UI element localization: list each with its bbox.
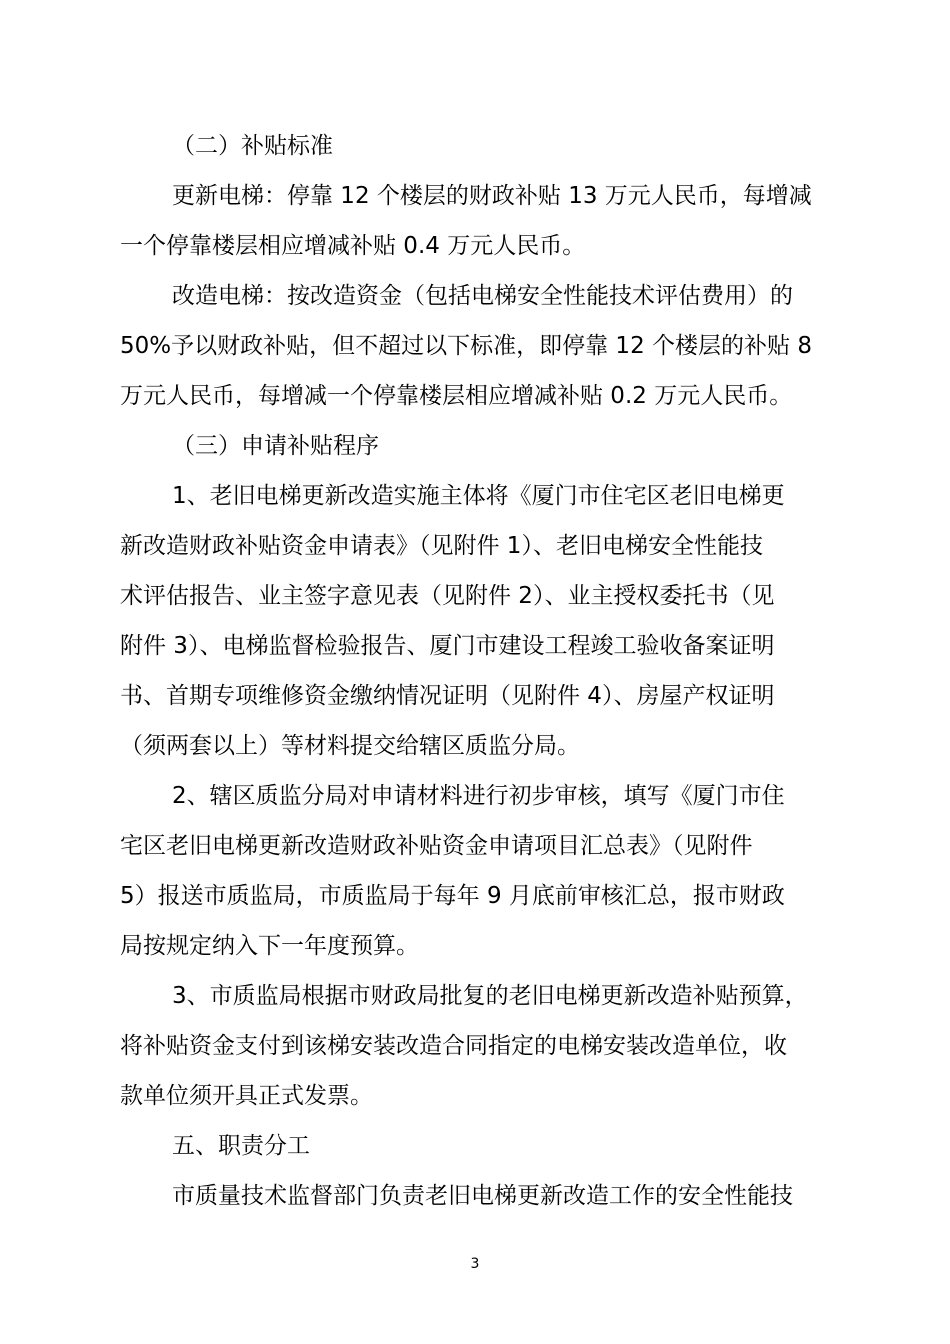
text-line: 5）报送市质监局，市质监局于每年 9 月底前审核汇总，报市财政 — [120, 883, 785, 909]
text-line: 附件 3）、电梯监督检验报告、厦门市建设工程竣工验收备案证明 — [120, 633, 775, 659]
text-line: 万元人民币，每增减一个停靠楼层相应增减补贴 0.2 万元人民币。 — [120, 383, 793, 409]
text-line: 将补贴资金支付到该梯安装改造合同指定的电梯安装改造单位，收 — [120, 1033, 787, 1059]
text-line: 款单位须开具正式发票。 — [120, 1083, 373, 1109]
text-line: 市质量技术监督部门负责老旧电梯更新改造工作的安全性能技 — [172, 1183, 793, 1209]
text-line: 术评估报告、业主签字意见表（见附件 2）、业主授权委托书（见 — [120, 583, 775, 609]
text-line: 改造电梯：按改造资金（包括电梯安全性能技术评估费用）的 — [172, 283, 793, 309]
page-number: 3 — [470, 1256, 480, 1272]
text-line: 书、首期专项维修资金缴纳情况证明（见附件 4）、房屋产权证明 — [120, 683, 775, 709]
heading-subsidy-standard: （二）补贴标准 — [172, 133, 333, 159]
heading-application-procedure: （三）申请补贴程序 — [172, 433, 379, 459]
text-line: 1、老旧电梯更新改造实施主体将《厦门市住宅区老旧电梯更 — [172, 483, 785, 509]
text-line: 更新电梯：停靠 12 个楼层的财政补贴 13 万元人民币，每增减 — [172, 183, 812, 209]
text-line: 2、辖区质监分局对申请材料进行初步审核，填写《厦门市住 — [172, 783, 785, 809]
text-line: 局按规定纳入下一年度预算。 — [120, 933, 419, 959]
text-line: （须两套以上）等材料提交给辖区质监分局。 — [120, 733, 580, 759]
text-line: 50%予以财政补贴，但不超过以下标准，即停靠 12 个楼层的补贴 8 — [120, 333, 812, 359]
heading-responsibilities: 五、职责分工 — [172, 1133, 310, 1159]
text-line: 3、市质监局根据市财政局批复的老旧电梯更新改造补贴预算， — [172, 983, 808, 1009]
text-line: 新改造财政补贴资金申请表》（见附件 1）、老旧电梯安全性能技 — [120, 533, 763, 559]
text-line: 一个停靠楼层相应增减补贴 0.4 万元人民币。 — [120, 233, 586, 259]
text-line: 宅区老旧电梯更新改造财政补贴资金申请项目汇总表》（见附件 — [120, 833, 753, 859]
